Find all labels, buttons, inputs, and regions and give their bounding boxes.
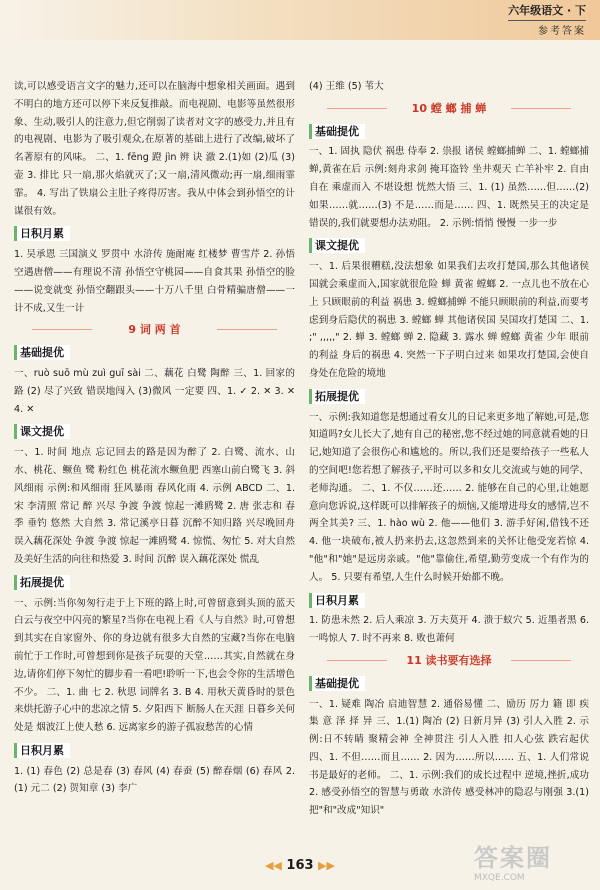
section-heading	[309, 123, 589, 141]
watermark-url: MXQE.COM	[474, 873, 525, 883]
answer-paragraph: 1. 防患未然 2. 后人乘凉 3. 万夫莫开 4. 溃于蚁穴 5. 近墨者黑 6. 一鸣惊人 7. 时不再来 8. 败也萧何	[309, 615, 589, 645]
lesson-title: 11 读书要有选择	[309, 652, 589, 670]
answer-paragraph: 1. (1) 春色 (2) 总是春 (3) 春风 (4) 春蚕 (5) 醉春烟 (6) 春风 2. (1) 元二 (2) 贺知章 (3) 李广	[14, 765, 295, 795]
section-heading	[14, 344, 295, 362]
answer-paragraph: 读,可以感受语言文字的魅力,还可以在脑海中想象相关画面。遇到不明白的地方还可以停下来反复推敲。而电视剧、电影等虽然很形象、生动,吸引人的注意力,但它削弱了读者对文字的感受力,并且有的电视剧、电影为了吸引观众,在原著的基础上进行了改编,破坏了名著原有的风味。 二、1. fēng 蹬 jìn 辨 诀 澈 2.(1)如 (2)瓜 (3)壶 3. 排比 只一扇,那火焰就灭了;又一扇,清风微动;再一扇,细雨霏霏。 4. 写出了铁扇公主肚子疼得厉害。我从中体会到孙悟空的计谋很有效。	[14, 81, 295, 217]
answer-paragraph: (4) 王维 (5) 苇大	[309, 81, 384, 92]
section-heading-label: 基础提优	[309, 124, 365, 139]
prev-arrow-icon: ◀◀	[264, 859, 282, 872]
page-number: 163	[286, 858, 314, 873]
section-heading-label: 日积月累	[14, 226, 70, 241]
answer-key-label: 参考答案	[508, 20, 586, 37]
left-column	[14, 78, 295, 798]
answer-paragraph: 一、示例:我知道您是想通过看女儿的日记来更多地了解她,可是,您知道吗?女儿长大了,她有自己的秘密,您不经过她的同意就看她的日记,她知道了会很伤心和尴尬的。所以,我们还是要给孩子一些私人的空间吧!您若想了解孩子,平时可以多和女儿交流或与她的同学、老师沟通。 二、1. 不仅……还…… 2. 能够在自己的心里,让她愿意向您诉说,这样既可以排解孩子的烦恼,又能增进母女的感情,岂不两全其美? 三、1. hào wù 2. 他——他们 3. 游手好闲,借钱不还 4. 他一块破布,被人扔来扔去,这忽然到来的关怀让他受宠若惊 4. "他"和"她"是远房亲戚。"他"靠偷住,希望,勤劳变成一个有作为的人。 5. 只要有希望,人生什么时候开始都不晚。	[309, 411, 589, 583]
section-heading-label: 基础提优	[309, 676, 365, 691]
watermark-logo	[474, 838, 592, 884]
section-heading	[309, 592, 589, 610]
answer-paragraph: 一、ruò suō mù zuì guī sài 二、藕花 白鹭 陶醉 三、1. 回家的路 (2) 尽了兴致 错误地闯入 (3)微风 一定要 四、1. ✓ 2. ✕ 3. ✕ 4. ✕	[14, 367, 295, 415]
section-heading	[309, 675, 589, 693]
answer-paragraph: 1. 吴承恩 三国演义 罗贯中 水浒传 施耐庵 红楼梦 曹雪芹 2. 孙悟空遇唐僧——有理说不清 孙悟空守桃园——自食其果 孙悟空的脸——说变就变 孙悟空翻跟头——十万八千里 白骨精骗唐僧——一计不成,又生一计	[14, 249, 295, 314]
section-heading-label: 课文提优	[14, 424, 70, 439]
section-heading	[309, 388, 589, 406]
section-heading	[14, 574, 295, 592]
right-column	[309, 78, 589, 820]
answer-paragraph: 一、1. 固执 隐伏 祸患 侍奉 2. 祟报 诸侯 螳螂捕蝉 二、1. 螳螂捕蝉,黄雀在后 示例:刻舟求剑 掩耳盗铃 坐井观天 亡羊补牢 2. 自由自在 乘虚而入 不堪设想 恍然大悟 三、1. (1) 虽然……但……(2) 如果……就……(3) 不是……而是…… 四、1. 既然吴王的决定是错误的,我们就要想办法劝阻。 2. 示例:悄悄 慢慢 一步一步	[309, 146, 589, 229]
watermark-text: 答案圈	[474, 844, 552, 872]
section-heading	[309, 237, 589, 255]
section-heading-label: 基础提优	[14, 345, 70, 360]
answer-paragraph: 一、1. 时间 地点 忘记回去的路是因为醉了 2. 白鹭、流水、山水、桃花、鳜鱼 鹭 粉红色 桃花流水鳜鱼肥 西塞山前白鹭飞 3. 斜风细雨 示例:和风细雨 狂风暴雨 春风化雨 4. 示例 ABCD 二、1. 宋 李清照 常记 醉 兴尽 争渡 争渡 惊起一滩鸥鹭 2. 唐 张志和 春季 垂钓 悠然 大自然 3. 常记溪亭日暮 沉醉不知归路 兴尽晚回舟 误入藕花深处 争渡 争渡 惊起一滩鸥鹭 4. 惊慌、匆忙 5. 对大自然及美好生活的向往和热爱 3. 时间 沉醉 误入藕花深处 慌乱	[14, 447, 295, 565]
section-heading-label: 拓展提优	[309, 389, 365, 404]
section-heading	[14, 423, 295, 441]
section-heading	[14, 742, 295, 760]
answer-paragraph: 一、1. 疑难 陶冶 启迪智慧 2. 通俗易懂 二、励历 厉力 籍 即 疾 集 意 泽 择 异 三、1.(1) 陶冶 (2) 日新月异 (3) 引人入胜 2. 示例:日不转睛 聚精会神 全神贯注 引人入胜 扣人心弦 跌宕起伏 四、1. 不但……而且…… 2. 因为……所以…… 五、1. 人们常说书是最好的老师。 二、1. 示例:我们的成长过程中 逆境,挫折,成功 2. 感受孙悟空的智慧与勇敢 水浒传 感受林冲的隐忍与刚强 3.(1) 把"和"改成"知识"	[309, 698, 589, 817]
section-heading	[14, 225, 295, 243]
answer-paragraph: 一、1. 后果很糟糕,没法想象 如果我们去攻打楚国,那么其他诸侯国就会乘虚而入,国家就很危险 蝉 黄雀 螳螂 2. 一点儿也不放在心上 只顾眼前的利益 祸患 3. 螳螂捕蝉 不能只顾眼前的利益,而要考虑到身后隐伏的祸患 3. 螳螂 蝉 其他诸侯国 吴国攻打楚国 二、1. ;" ,,,,," 2. 蝉 3. 螳螂 蝉 2. 隐藏 3. 露水 蝉 螳螂 黄雀 少年 眼前的利益 身后的祸患 4. 突然一下子明白过来 如果攻打楚国,会使自身处在危险的境地	[309, 261, 589, 379]
section-heading-label: 课文提优	[309, 238, 365, 253]
lesson-title: 10 螳 螂 捕 蝉	[309, 100, 589, 118]
page-header	[508, 2, 586, 37]
section-heading-label: 日积月累	[14, 743, 70, 758]
section-heading-label: 日积月累	[309, 593, 365, 608]
section-heading-label: 拓展提优	[14, 575, 70, 590]
next-arrow-icon: ▶▶	[318, 859, 336, 872]
lesson-title: 9 词 两 首	[14, 321, 295, 339]
answer-paragraph: 一、示例:当你匆匆行走于上下班的路上时,可曾留意到头顶的蓝天白云与夜空中闪亮的繁星?当你在电视上看《人与自然》时,可曾想到其实在自家窗外、你的身边就有很多大自然的宝藏?当你在电脑前忙于工作时,可曾想到你是孩子玩耍的天堂……其实,自然就在身边,请你们停下匆忙的脚步看一看吧!聆听一下,也会令你的生活增色不少。 二、1. 曲 七 2. 秋思 词牌名 3. B 4. 用秋天黄昏时的景色来烘托游子心中的悲凉之情 5. 夕阳西下 断肠人在天涯 日暮乡关何处是 烟波江上使人愁 6. 远离家乡的游子孤寂愁苦的心情	[14, 597, 295, 734]
grade-label: 六年级语文 · 下	[508, 4, 586, 17]
